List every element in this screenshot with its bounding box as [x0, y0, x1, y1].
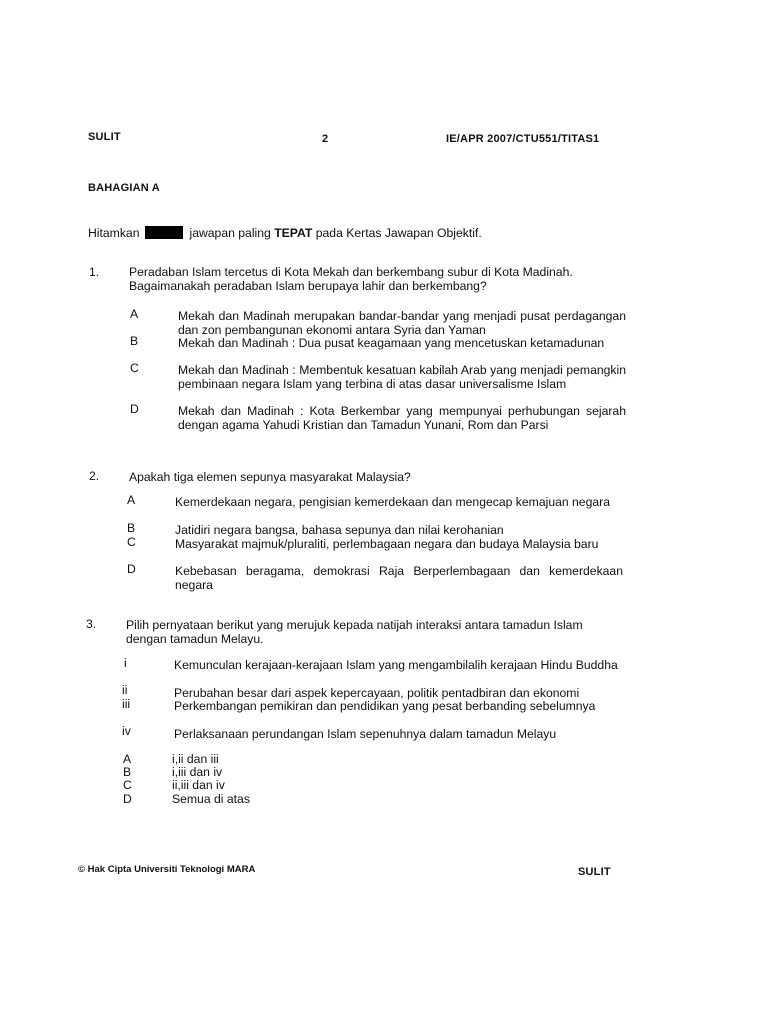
q2-option-b-text: Jatidiri negara bangsa, bahasa sepunya dan nilai kerohanian — [175, 523, 504, 537]
instruction-emphasis: TEPAT — [274, 226, 313, 240]
instruction-before: Hitamkan — [88, 226, 140, 240]
q3-statement-iv-text: Perlaksanaan perundangan Islam sepenuhnya dalam tamadun Melayu — [174, 727, 557, 741]
q3-option-a-text: i,ii dan iii — [172, 752, 219, 766]
q2-option-b-label: B — [127, 521, 136, 535]
q3-option-a-label: A — [123, 752, 132, 766]
section-title: BAHAGIAN A — [88, 182, 160, 194]
q1-option-d-label: D — [130, 402, 139, 416]
q3-statement-iii-text: Perkembangan pemikiran dan pendidikan yang pesat berbanding sebelumnya — [174, 699, 596, 713]
q3-statement-ii-label: ii — [122, 683, 128, 697]
q1-option-a-label: A — [130, 307, 139, 321]
instruction-end: pada Kertas Jawapan Objektif. — [315, 226, 482, 240]
page-number: 2 — [322, 133, 329, 145]
question-3-stem-line-1: Pilih pernyataan berikut yang merujuk kepada natijah interaksi antara tamadun Islam — [126, 618, 583, 632]
question-2-number: 2. — [89, 469, 100, 483]
footer-sulit: SULIT — [578, 866, 611, 878]
question-2-stem: Apakah tiga elemen sepunya masyarakat Malaysia? — [129, 470, 411, 484]
header-sulit: SULIT — [88, 131, 121, 143]
q3-option-b-text: i,iii dan iv — [172, 765, 223, 779]
q3-option-c-label: C — [123, 778, 132, 792]
q3-statement-i-label: i — [124, 656, 127, 670]
q3-option-c-text: ii,iii dan iv — [172, 778, 225, 792]
q2-option-c-text: Masyarakat majmuk/pluraliti, perlembagaan negara dan budaya Malaysia baru — [175, 537, 599, 551]
footer-copyright: © Hak Cipta Universiti Teknologi MARA — [78, 864, 256, 875]
q2-option-c-label: C — [127, 535, 136, 549]
q2-option-d-label: D — [127, 562, 136, 576]
q3-statement-i-text: Kemunculan kerajaan-kerajaan Islam yang mengambilalih kerajaan Hindu Buddha — [174, 658, 618, 672]
q3-option-d-label: D — [123, 792, 132, 806]
q1-option-c-label: C — [130, 361, 139, 375]
redacted-block — [145, 226, 183, 239]
q2-option-d-text: Kebebasan beragama, demokrasi Raja Berperlembagaan dan kemerdekaan negara — [175, 564, 623, 592]
question-1-number: 1. — [89, 265, 100, 279]
instruction-after: jawapan paling — [189, 226, 271, 240]
q1-option-d-text: Mekah dan Madinah : Kota Berkembar yang mempunyai perhubungan sejarah dengan agama Yahudi Kristian dan Tamadun Yunani, Rom dan Parsi — [178, 404, 626, 432]
q3-statement-ii-text: Perubahan besar dari aspek kepercayaan, politik pentadbiran dan ekonomi — [174, 686, 580, 700]
q3-option-b-label: B — [123, 765, 132, 779]
q1-option-a-text: Mekah dan Madinah merupakan bandar-bandar yang menjadi pusat perdagangan dan zon pembangunan ekonomi antara Syria dan Yaman — [178, 309, 626, 337]
q3-statement-iii-label: iii — [122, 697, 131, 711]
question-1-stem-line-2: Bagaimanakah peradaban Islam berupaya lahir dan berkembang? — [129, 279, 487, 293]
question-3-stem-line-2: dengan tamadun Melayu. — [126, 632, 264, 646]
question-1-stem-line-1: Peradaban Islam tercetus di Kota Mekah dan berkembang subur di Kota Madinah. — [129, 265, 573, 279]
q3-option-d-text: Semua di atas — [172, 792, 250, 806]
q1-option-b-label: B — [130, 334, 139, 348]
instruction — [88, 226, 482, 241]
q3-statement-iv-label: iv — [122, 724, 131, 738]
q1-option-b-text: Mekah dan Madinah : Dua pusat keagamaan yang mencetuskan ketamadunan — [178, 336, 605, 350]
q2-option-a-text: Kemerdekaan negara, pengisian kemerdekaan dan mengecap kemajuan negara — [175, 495, 610, 509]
question-3-number: 3. — [86, 617, 97, 631]
q1-option-c-text: Mekah dan Madinah : Membentuk kesatuan kabilah Arab yang menjadi pemangkin pembinaan negara Islam yang terbina di atas dasar universalisme Islam — [178, 363, 626, 391]
q2-option-a-label: A — [127, 493, 136, 507]
paper-code: IE/APR 2007/CTU551/TITAS1 — [446, 133, 600, 145]
